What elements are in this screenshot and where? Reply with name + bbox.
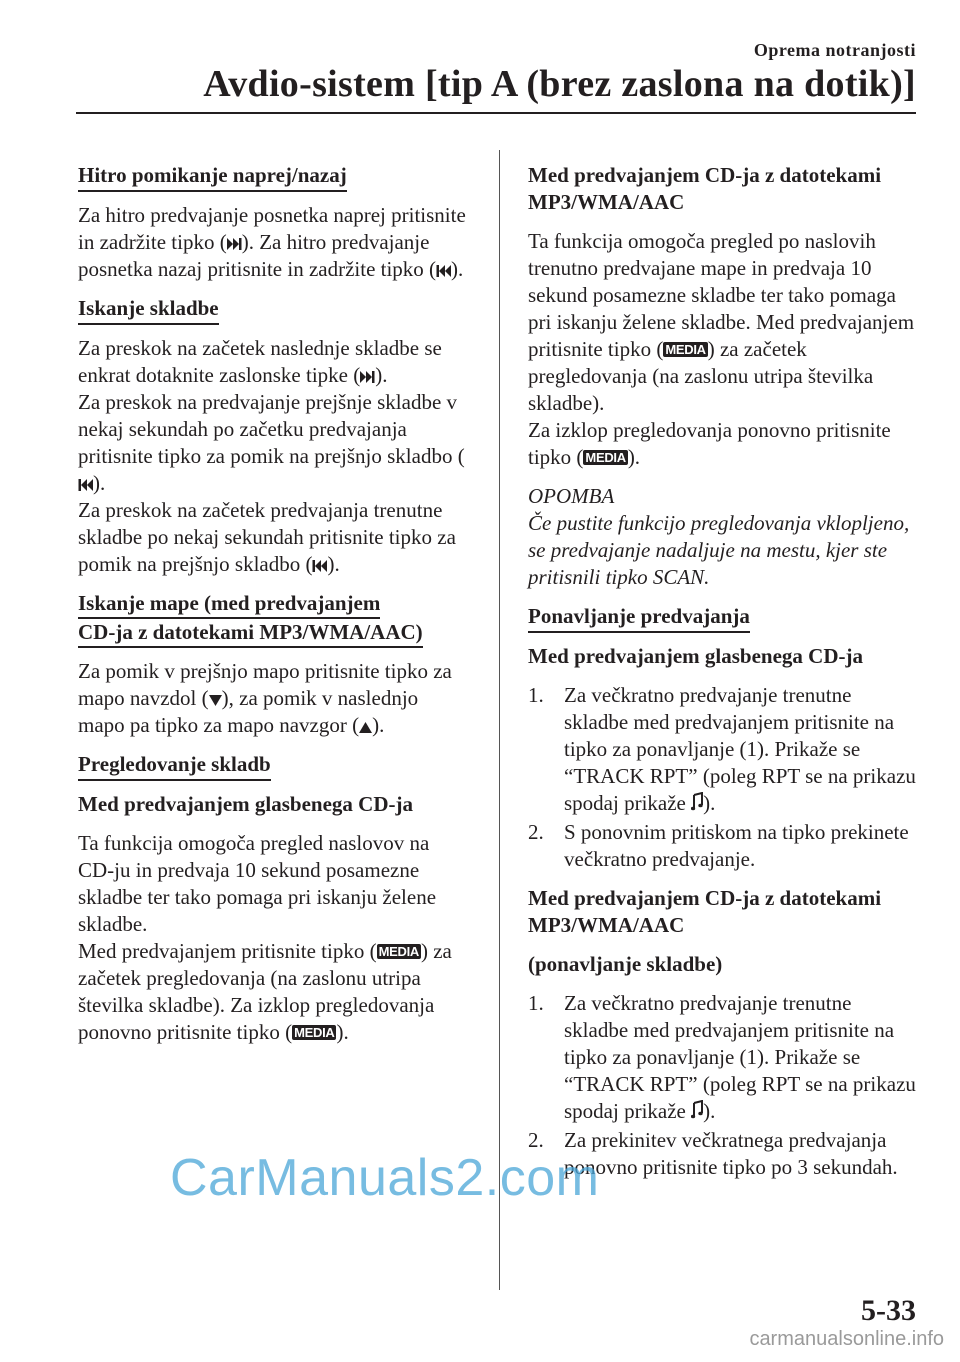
section-title-repeat: Ponavljanje predvajanja [528, 603, 750, 633]
list-item: 2. Za prekinitev večkratnega predvajanja ponovno pritisnite tipko po 3 sekundah. [528, 1128, 898, 1179]
section-title-track-search: Iskanje skladbe [78, 295, 219, 325]
media-button-icon: MEDIA [585, 450, 626, 465]
repeat-steps-cd [528, 682, 920, 873]
paragraph-mp3-scan: Ta funkcija omogoča pregled po naslovih trenutno predvajane mape in predvaja 10 sekund posamezne skladbe ter tako pomaga pri iskanju želene skladbe. Med predvajanjem pritisnite tipko ( MEDIA) za začetek pregledovanja (na zaslonu utripa številka skladbe). [528, 229, 915, 415]
fast-forward-icon [360, 370, 375, 384]
paragraph-track-restart: Za preskok na začetek predvajanja trenutne skladbe po nekaj sekundah pritisnite tipko za pomik na prejšnjo skladbo ( ). [78, 498, 456, 576]
rewind-icon [78, 478, 93, 492]
paragraph-fast-seek: Za hitro predvajanje posnetka naprej pritisnite in zadržite tipko ( ). Za hitro predvajanje posnetka nazaj pritisnite in zadržite tipko ( ). [78, 203, 466, 281]
media-button-icon: MEDIA [378, 944, 419, 959]
note-heading: OPOMBA [528, 484, 615, 508]
page-number: 5-33 [861, 1294, 916, 1327]
subheading-music-cd-repeat: Med predvajanjem glasbenega CD-ja [528, 644, 863, 668]
paragraph-mp3-scan-off: Za izklop pregledovanja ponovno pritisnite tipko ( MEDIA). [528, 418, 891, 469]
watermark: CarManuals2.com [170, 1149, 600, 1207]
fast-forward-icon [227, 237, 242, 251]
media-button-icon: MEDIA [294, 1025, 335, 1040]
rewind-icon [436, 264, 451, 278]
subheading-track-repeat: (ponavljanje skladbe) [528, 952, 723, 976]
paragraph-track-next: Za preskok na začetek naslednje skladbe se enkrat dotaknite zaslonske tipke ( ). [78, 336, 442, 387]
paragraph-track-prev: Za preskok na predvajanje prejšnje skladbe v nekaj sekundah po začetku predvajanja pritisnite tipko za pomik na prejšnjo skladbo (). [78, 390, 465, 495]
list-item: 1. Za večkratno predvajanje trenutne skladbe med predvajanjem pritisnite na tipko za ponavljanje (1). Prikaže se “TRACK RPT” (poleg RPT se na prikazu spodaj prikaže ). [528, 683, 916, 815]
page-title: Avdio-sistem [tip A (brez zaslona na dotik)] [203, 63, 916, 105]
list-item: 2. S ponovnim pritiskom na tipko prekinete večkratno predvajanje. [528, 820, 909, 871]
subheading-mp3-cd: Med predvajanjem CD-ja z datotekami MP3/WMA/AAC [528, 163, 882, 214]
music-note-icon [691, 1100, 703, 1120]
footer-url: carmanualsonline.info [749, 1328, 944, 1350]
rewind-icon [312, 559, 327, 573]
section-title-fast-seek: Hitro pomikanje naprej/nazaj [78, 162, 347, 192]
folder-up-icon [359, 721, 372, 734]
note-text: Če pustite funkcijo pregledovanja vklopljeno, se predvajanje nadaljuje na mestu, kjer ste pritisnili tipko SCAN. [528, 511, 910, 589]
music-note-icon [691, 792, 703, 812]
section-title-folder-search: Iskanje mape (med predvajanjem CD-ja z datotekami MP3/WMA/AAC) [78, 590, 470, 648]
subheading-music-cd: Med predvajanjem glasbenega CD-ja [78, 792, 413, 816]
list-item: 1. Za večkratno predvajanje trenutne skladbe med predvajanjem pritisnite na tipko za ponavljanje (1). Prikaže se “TRACK RPT” (poleg RPT se na prikazu spodaj prikaže ). [528, 991, 916, 1123]
column-divider [499, 150, 500, 1290]
paragraph-scan-intro: Ta funkcija omogoča pregled naslovov na CD-ju in predvaja 10 sekund posamezne skladbe ter tako pomaga pri iskanju želene skladbe. [78, 831, 437, 936]
section-title-track-scan: Pregledovanje skladb [78, 751, 271, 781]
paragraph-scan-usage: Med predvajanjem pritisnite tipko ( MEDIA) za začetek pregledovanja (na zaslonu utripa številka skladbe). Za izklop pregledovanja ponovno pritisnite tipko ( MEDIA). [78, 939, 452, 1044]
paragraph-folder-search: Za pomik v prejšnjo mapo pritisnite tipko za mapo navzdol ( ), za pomik v naslednjo mapo pa tipko za mapo navzgor ( ). [78, 659, 452, 737]
left-column [78, 162, 470, 1058]
folder-down-icon [209, 694, 222, 707]
media-button-icon: MEDIA [665, 342, 706, 357]
section-name: Oprema notranjosti [753, 40, 916, 60]
right-column [528, 162, 920, 1193]
subheading-mp3-repeat: Med predvajanjem CD-ja z datotekami MP3/WMA/AAC [528, 886, 882, 937]
header-rule [76, 112, 916, 114]
